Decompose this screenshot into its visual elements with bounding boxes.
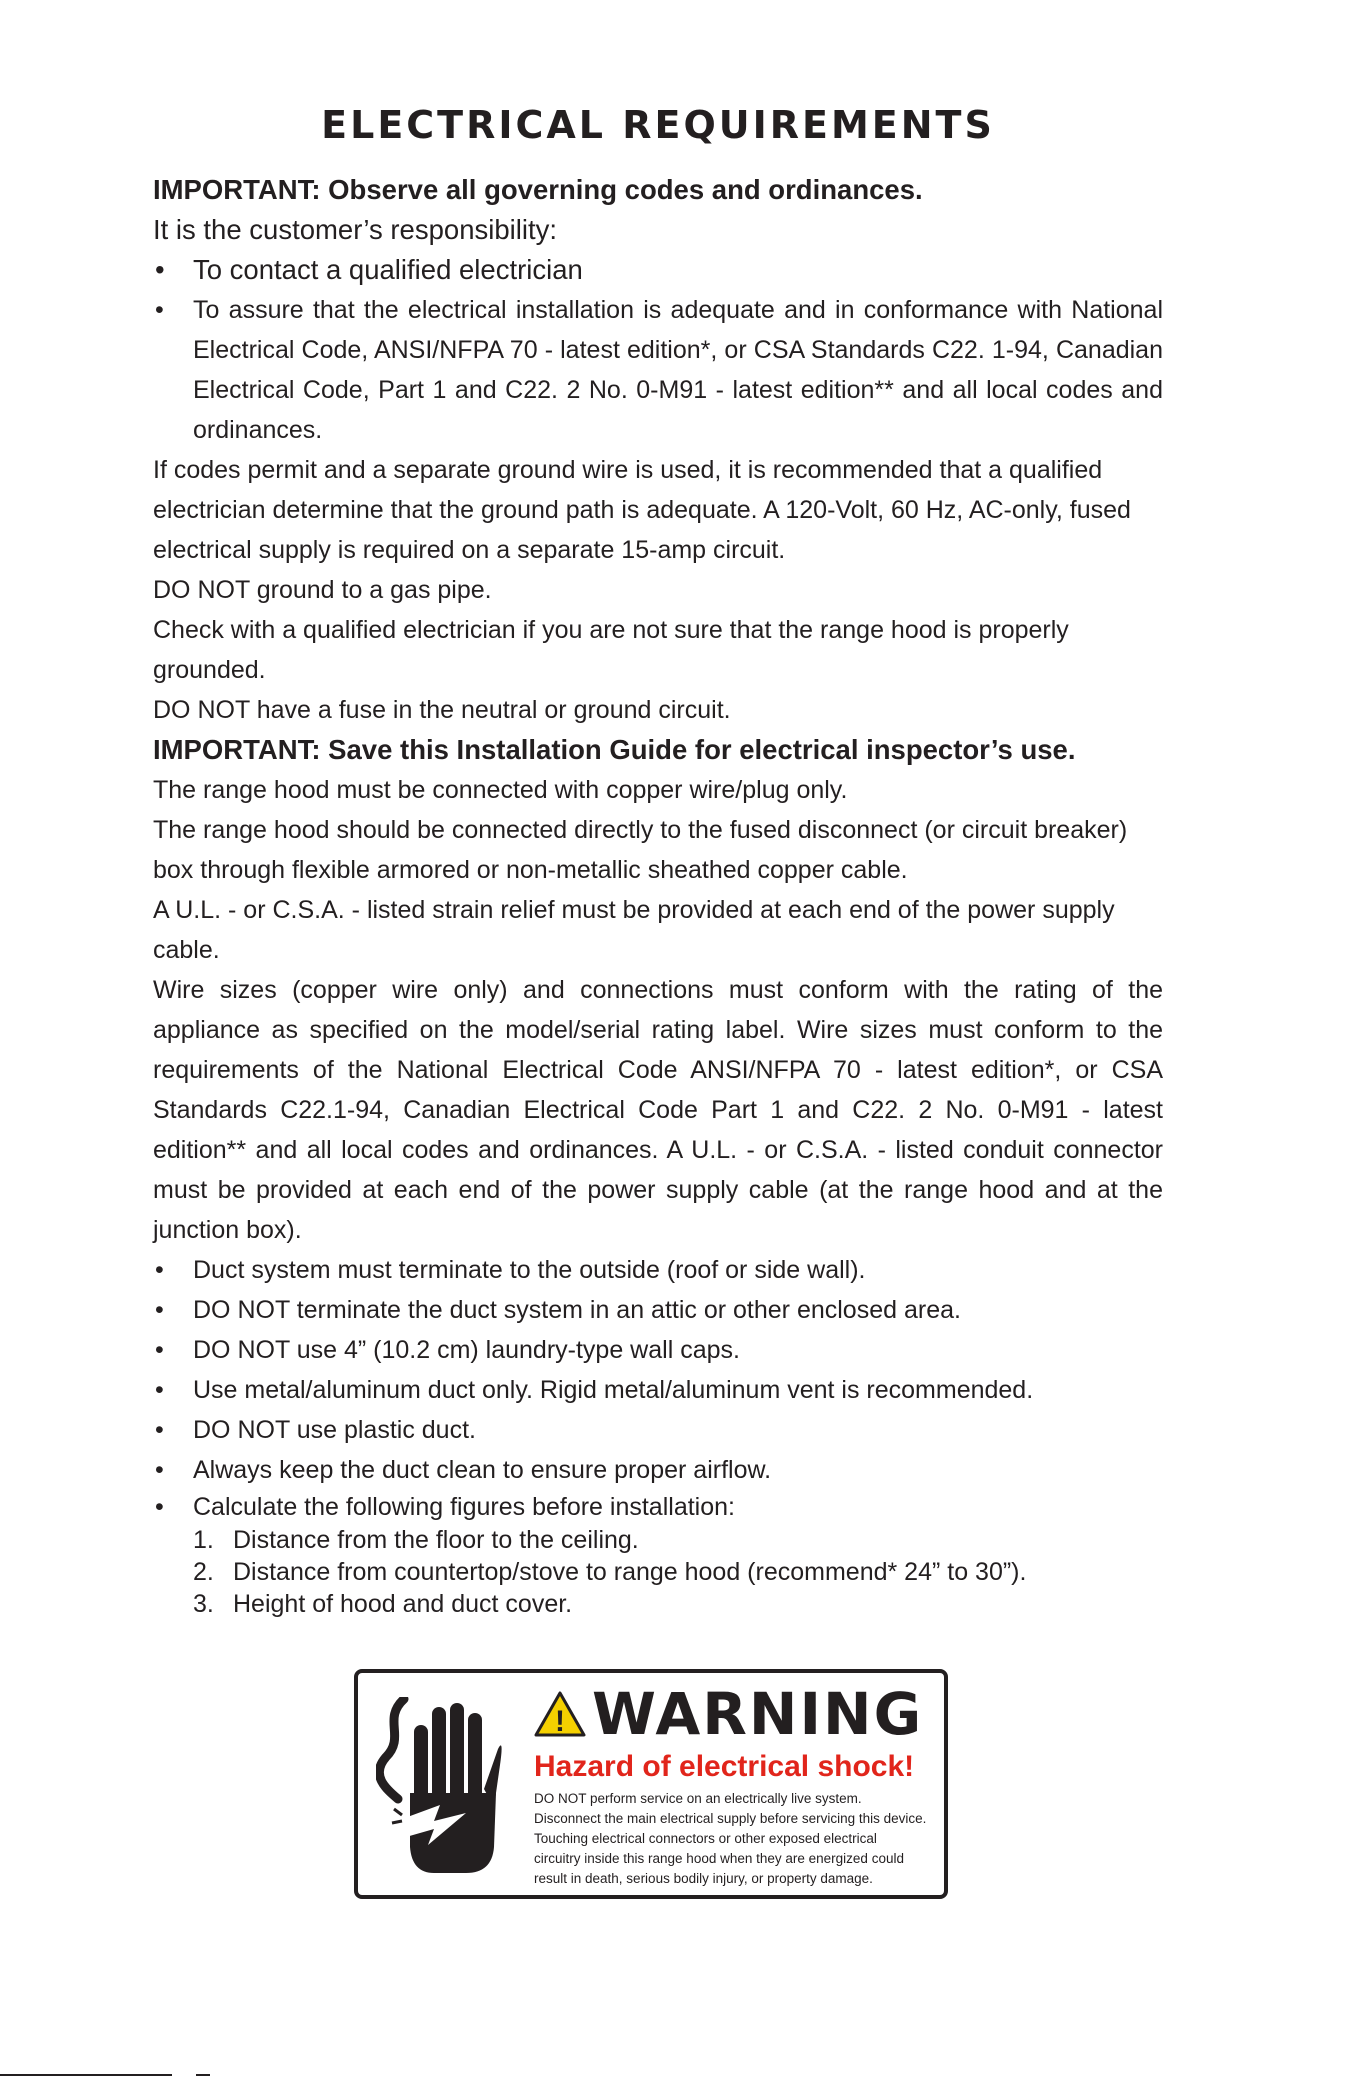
warning-label [354, 1669, 948, 1899]
step-text: Distance from the floor to the ceiling. [233, 1526, 639, 1554]
warning-heading-row [534, 1680, 944, 1748]
list-item [153, 1410, 1163, 1450]
hazard-subtitle: Hazard of electrical shock! [534, 1750, 915, 1783]
warning-line: Disconnect the main electrical supply before servicing this device. [534, 1811, 927, 1826]
step-number: 3. [193, 1590, 214, 1618]
warning-line: result in death, serious bodily injury, or property damage. [534, 1871, 873, 1886]
electric-shock-hand-icon [376, 1697, 506, 1875]
list-item [153, 1290, 1163, 1330]
list-item [153, 1490, 1163, 1524]
paragraph-strain-relief: A U.L. - or C.S.A. - listed strain relief must be provided at each end of the power supply cable. [153, 896, 1115, 964]
step-text: Distance from countertop/stove to range hood (recommend* 24” to 30”). [233, 1558, 1027, 1586]
paragraph-check-grounded: Check with a qualified electrician if you are not sure that the range hood is properly grounded. [153, 616, 1069, 684]
list-item-text: To assure that the electrical installation is adequate and in conformance with National Electrical Code, ANSI/NFPA 70 - latest edition*, or CSA Standards C22. 1-94, Canadian Electrical Code, Part 1 and C22. 2 No. 0-M91 - latest edition** and all local codes and ordinances. [193, 296, 1163, 444]
list-item-text: Duct system must terminate to the outside (roof or side wall). [193, 1256, 866, 1284]
bullet-icon: • [155, 1296, 164, 1324]
list-item-text: DO NOT use plastic duct. [193, 1416, 476, 1444]
warning-triangle-mark: ! [555, 1705, 565, 1738]
paragraph-wire-sizes: Wire sizes (copper wire only) and connections must conform with the rating of the appliance as specified on the model/serial rating label. Wire sizes must conform to the requirements of the National Electrical Code ANSI/NFPA 70 - latest edition*, or CSA Standards C22.1-94, Canadian Electrical Code Part 1 and C22. 2 No. 0-M91 - latest edition** and all local codes and ordinances. A U.L. - or C.S.A. - listed conduit connector must be provided at each end of the power supply cable (at the range hood and at the junction box). [153, 976, 1163, 1244]
list-item-text: Calculate the following figures before installation: [193, 1493, 735, 1521]
bullet-icon: • [155, 296, 164, 324]
bullet-icon: • [155, 1336, 164, 1364]
paragraph-ground-wire: If codes permit and a separate ground wire is used, it is recommended that a qualified electrician determine that the ground path is adequate. A 120-Volt, 60 Hz, AC-only, fused electrical supply is required on a separate 15-amp circuit. [153, 456, 1131, 564]
list-item [153, 1453, 1163, 1487]
responsibility-intro: It is the customer’s responsibility: [153, 214, 558, 245]
list-item [153, 250, 1163, 290]
warning-body [534, 1789, 944, 1889]
bullet-icon: • [155, 1456, 164, 1484]
list-item-text: DO NOT terminate the duct system in an attic or other enclosed area. [193, 1296, 961, 1324]
bullet-icon: • [155, 1493, 164, 1521]
step-text: Height of hood and duct cover. [233, 1590, 573, 1618]
bullet-icon: • [155, 254, 165, 285]
responsibility-list [153, 250, 1163, 450]
warning-heading: WARNING [592, 1680, 924, 1748]
electrical-requirements-page [153, 100, 1163, 1620]
calculation-steps-list [153, 1524, 1163, 1620]
list-item [153, 290, 1163, 450]
page-title: ELECTRICAL REQUIREMENTS [321, 103, 995, 147]
bullet-icon: • [155, 1416, 164, 1444]
important-notice-save-guide: IMPORTANT: Save this Installation Guide for electrical inspector’s use. [153, 734, 1076, 765]
step-item [193, 1524, 1163, 1556]
list-item-text: Always keep the duct clean to ensure proper airflow. [193, 1456, 772, 1484]
footer-divider-tick [196, 2074, 210, 2076]
warning-line: circuitry inside this range hood when they are energized could [534, 1851, 904, 1866]
step-item [193, 1588, 1163, 1620]
step-number: 2. [193, 1558, 214, 1586]
warning-line: Touching electrical connectors or other exposed electrical [534, 1831, 877, 1846]
list-item-text: Use metal/aluminum duct only. Rigid metal/aluminum vent is recommended. [193, 1376, 1034, 1404]
list-item [153, 1250, 1163, 1290]
warning-text-block [534, 1680, 944, 1889]
list-item-text: DO NOT use 4” (10.2 cm) laundry-type wall caps. [193, 1336, 740, 1364]
paragraph-copper-wire: The range hood must be connected with copper wire/plug only. [153, 776, 848, 804]
paragraph-fused-disconnect: The range hood should be connected directly to the fused disconnect (or circuit breaker) box through flexible armored or non-metallic sheathed copper cable. [153, 816, 1128, 884]
step-item [193, 1556, 1163, 1588]
footer-divider [0, 2074, 172, 2076]
warning-triangle-icon [534, 1690, 586, 1738]
duct-requirements-list [153, 1250, 1163, 1524]
list-item-text: To contact a qualified electrician [193, 254, 583, 285]
list-item [153, 1370, 1163, 1410]
list-item [153, 1330, 1163, 1370]
bullet-icon: • [155, 1376, 164, 1404]
important-notice-codes: IMPORTANT: Observe all governing codes and ordinances. [153, 174, 923, 205]
bullet-icon: • [155, 1256, 164, 1284]
paragraph-gas-pipe: DO NOT ground to a gas pipe. [153, 576, 492, 604]
paragraph-fuse-neutral: DO NOT have a fuse in the neutral or ground circuit. [153, 696, 731, 724]
step-number: 1. [193, 1526, 214, 1554]
warning-line: DO NOT perform service on an electrically live system. [534, 1791, 862, 1806]
